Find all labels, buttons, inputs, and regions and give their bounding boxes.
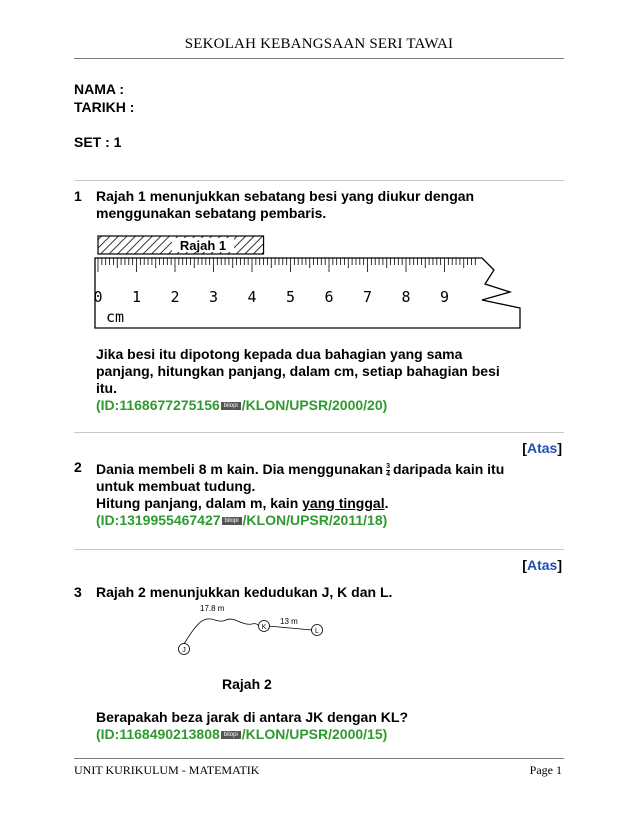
question-id: (ID:1168490213808 bilopi /KLON/UPSR/2000/15) xyxy=(96,726,388,742)
footer-page-number: Page 1 xyxy=(529,763,562,777)
ruler-number: 4 xyxy=(247,288,257,306)
section-divider xyxy=(74,180,564,181)
figure-2-label: Rajah 2 xyxy=(222,676,272,692)
path-kl xyxy=(268,626,312,630)
bilopi-badge[interactable]: bilopi xyxy=(221,402,241,410)
question-id: (ID:1168677275156 bilopi /KLON/UPSR/2000/20) xyxy=(96,397,388,413)
atas-link[interactable]: [Atas] xyxy=(522,440,562,456)
question-line: Rajah 1 menunjukkan sebatang besi yang diukur dengan xyxy=(96,188,475,204)
ruler-figure xyxy=(90,230,530,334)
ruler-number: 8 xyxy=(401,288,411,306)
point-l-label: L xyxy=(315,628,319,635)
position-diagram xyxy=(168,600,338,662)
nama-field: NAMA : xyxy=(74,81,125,97)
ruler-number: 7 xyxy=(362,288,373,306)
question-1-ask xyxy=(96,346,556,414)
question-1-text xyxy=(96,188,556,222)
tarikh-field: TARIKH : xyxy=(74,99,135,115)
footer-left: UNIT KURIKULUM - MATEMATIK xyxy=(74,763,260,777)
section-divider xyxy=(74,549,564,550)
question-line: Hitung panjang, dalam m, kain yang tinggal. xyxy=(96,495,389,511)
page-header: SEKOLAH KEBANGSAAN SERI TAWAI xyxy=(184,36,454,52)
question-line: panjang, hitungkan panjang, dalam cm, setiap bahagian besi xyxy=(96,363,500,379)
atas-link-text[interactable]: Atas xyxy=(526,440,558,456)
question-line: Jika besi itu dipotong kepada dua bahagian yang sama xyxy=(96,346,463,362)
ruler-number: 5 xyxy=(285,288,296,306)
ruler-body xyxy=(95,258,520,328)
question-line: untuk membuat tudung. xyxy=(96,478,256,494)
footer-divider xyxy=(74,758,564,759)
point-k-label: K xyxy=(261,624,267,631)
ruler-number: 2 xyxy=(170,288,180,306)
ruler-unit: cm xyxy=(106,308,125,326)
question-number: 1 xyxy=(74,188,82,204)
distance-kl-label: 13 m xyxy=(280,617,298,626)
question-number: 3 xyxy=(74,584,82,600)
set-field: SET : 1 xyxy=(74,134,122,150)
ruler-number: 6 xyxy=(324,288,334,306)
path-jk xyxy=(184,619,260,644)
atas-link-text[interactable]: Atas xyxy=(526,557,558,573)
atas-link[interactable]: [Atas] xyxy=(522,557,562,573)
question-line: itu. xyxy=(96,380,117,396)
question-line: Berapakah beza jarak di antara JK dengan KL? xyxy=(96,709,408,725)
question-3-ask xyxy=(96,709,556,743)
question-line: menggunakan sebatang pembaris. xyxy=(96,205,327,221)
question-id: (ID:1319955467427 bilopi /KLON/UPSR/2011/18) xyxy=(96,512,388,528)
header-divider xyxy=(74,58,564,59)
section-divider xyxy=(74,432,564,433)
ruler-number: 3 xyxy=(208,288,219,306)
ruler-number: 0 xyxy=(93,288,103,306)
point-j-label: J xyxy=(182,647,186,654)
question-2-text xyxy=(96,461,556,529)
ruler-number: 1 xyxy=(131,288,142,306)
distance-jk-label: 17.8 m xyxy=(200,604,225,613)
ruler-number: 9 xyxy=(439,288,450,306)
question-line: Dania membeli 8 m kain. Dia menggunakan $\frac{3}{4}$ daripada kain itu xyxy=(96,461,505,478)
figure-label: Rajah 1 xyxy=(179,238,227,253)
bilopi-badge[interactable]: bilopi xyxy=(221,731,241,739)
fraction: $\frac{3}{4}$ xyxy=(386,462,390,478)
question-3-text: Rajah 2 menunjukkan kedudukan J, K dan L. xyxy=(96,584,393,600)
question-number: 2 xyxy=(74,459,82,475)
bilopi-badge[interactable]: bilopi xyxy=(222,517,242,525)
